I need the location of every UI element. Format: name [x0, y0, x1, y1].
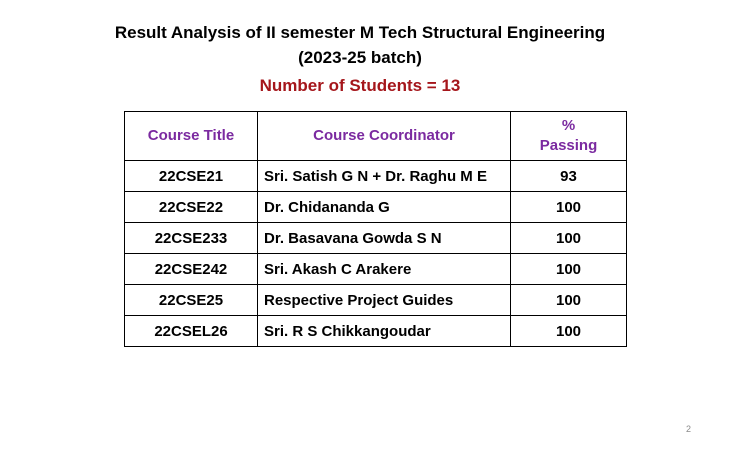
- header-passing-label: Passing: [539, 137, 598, 154]
- passing-cell: 100: [511, 223, 627, 254]
- coordinator-cell: Respective Project Guides: [258, 285, 511, 316]
- course-code-cell: 22CSE22: [125, 192, 258, 223]
- batch-subtitle: (2023-25 batch): [298, 48, 422, 67]
- table-row: [125, 254, 627, 285]
- passing-cell: 100: [511, 285, 627, 316]
- coordinator-cell: Sri. R S Chikkangoudar: [258, 316, 511, 347]
- header-passing: [511, 112, 627, 161]
- slide-title: Result Analysis of II semester M Tech Structural Engineering: [114, 23, 606, 42]
- student-count: Number of Students = 13: [259, 76, 461, 95]
- passing-cell: 100: [511, 254, 627, 285]
- course-code-cell: 22CSE233: [125, 223, 258, 254]
- table-header-row: [125, 112, 627, 161]
- header-percent-sign: %: [561, 117, 576, 134]
- table-row: [125, 192, 627, 223]
- table-row: [125, 316, 627, 347]
- course-code-cell: 22CSE242: [125, 254, 258, 285]
- header-course-coordinator: Course Coordinator: [258, 112, 511, 161]
- passing-cell: 93: [511, 161, 627, 192]
- coordinator-cell: Sri. Satish G N + Dr. Raghu M E: [258, 161, 511, 192]
- passing-cell: 100: [511, 316, 627, 347]
- header-course-title: Course Title: [125, 112, 258, 161]
- course-code-cell: 22CSE25: [125, 285, 258, 316]
- coordinator-cell: Dr. Chidananda G: [258, 192, 511, 223]
- result-table: [124, 111, 627, 347]
- coordinator-cell: Sri. Akash C Arakere: [258, 254, 511, 285]
- table-row: [125, 223, 627, 254]
- coordinator-cell: Dr. Basavana Gowda S N: [258, 223, 511, 254]
- table-row: [125, 161, 627, 192]
- course-code-cell: 22CSEL26: [125, 316, 258, 347]
- table-row: [125, 285, 627, 316]
- passing-cell: 100: [511, 192, 627, 223]
- course-code-cell: 22CSE21: [125, 161, 258, 192]
- page-number: 2: [686, 424, 692, 434]
